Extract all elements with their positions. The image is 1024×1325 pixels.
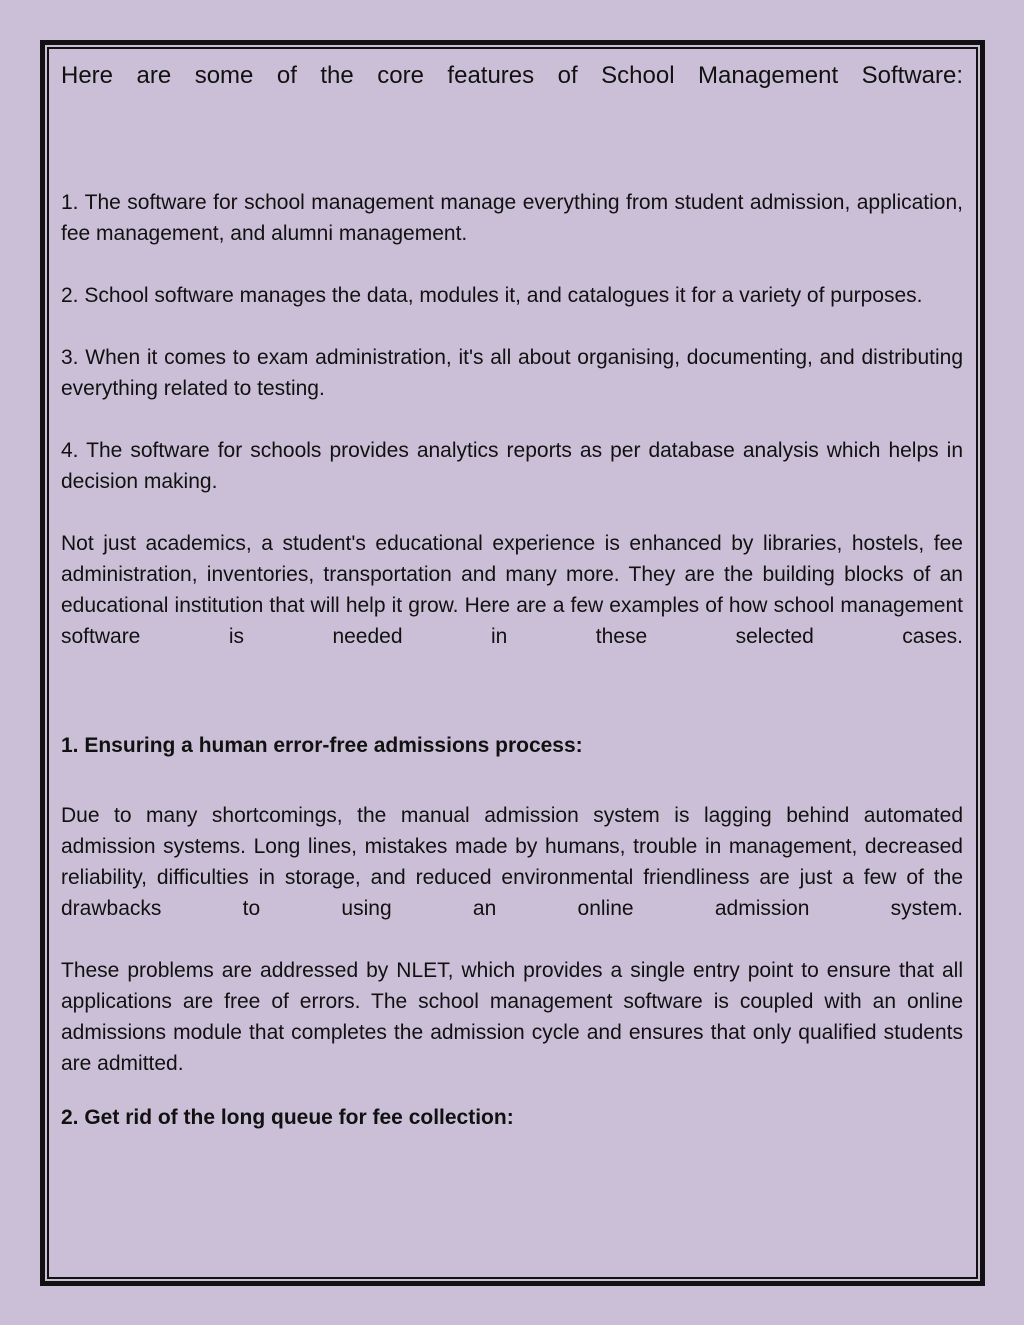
feature-item-2: 2. School software manages the data, modules it, and catalogues it for a variety of purposes. xyxy=(61,284,923,307)
feature-item-1: 1. The software for school management manage everything from student admission, application, fee management, and alumni management. xyxy=(61,191,963,245)
intro-heading: Here are some of the core features of School Management Software: xyxy=(61,62,963,89)
section-heading-fee-collection: 2. Get rid of the long queue for fee collection: xyxy=(61,1106,514,1129)
admissions-paragraph-1: Due to many shortcomings, the manual admission system is lagging behind automated admission systems. Long lines, mistakes made by humans, trouble in management, decreased reliability, difficulties in storage, and reduced environmental friendliness are just a few of the drawbacks to using an online admission system. xyxy=(61,804,963,920)
context-paragraph: Not just academics, a student's educational experience is enhanced by libraries, hostels, fee administration, inventories, transportation and many more. They are the building blocks of an educational institution that will help it grow. Here are a few examples of how school management software is needed in these selected cases. xyxy=(61,532,963,648)
feature-item-4: 4. The software for schools provides analytics reports as per database analysis which helps in decision making. xyxy=(61,439,963,493)
document-body xyxy=(61,58,963,1133)
feature-item-3: 3. When it comes to exam administration, it's all about organising, documenting, and distributing everything related to testing. xyxy=(61,346,963,400)
section-heading-admissions: 1. Ensuring a human error-free admissions process: xyxy=(61,734,583,757)
admissions-paragraph-2: These problems are addressed by NLET, which provides a single entry point to ensure that all applications are free of errors. The school management software is coupled with an online admissions module that completes the admission cycle and ensures that only qualified students are admitted. xyxy=(61,959,963,1075)
